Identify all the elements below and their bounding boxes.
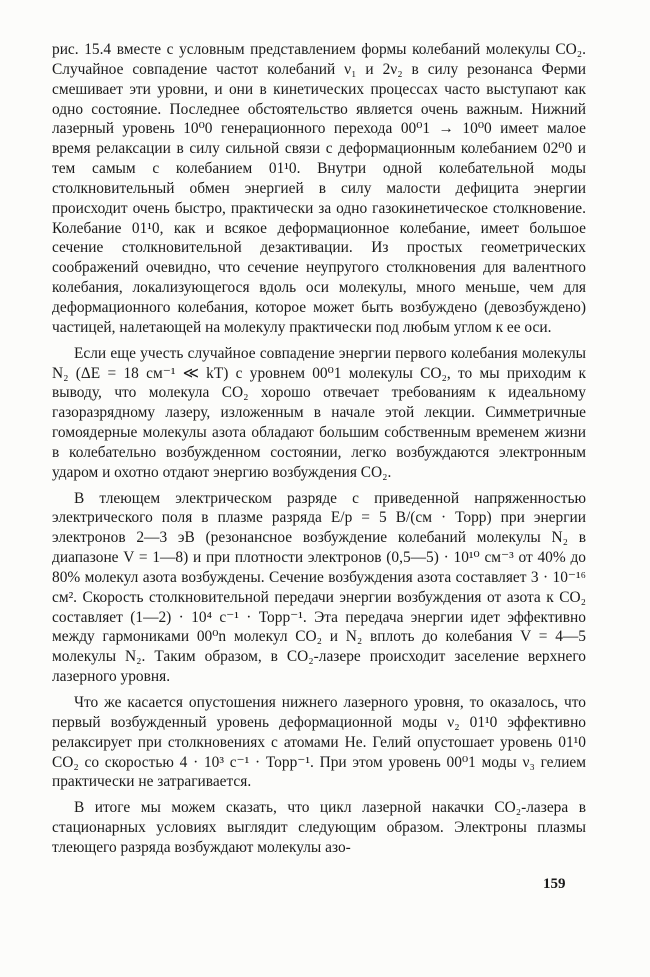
- page-number: 159: [543, 876, 566, 892]
- paragraph-5: В итоге мы можем сказать, что цикл лазерной накачки CO₂-лазера в стационарных условиях выглядит следующим образом. Электроны плазмы тлеющего разряда возбуждают молекулы азо-: [52, 799, 586, 856]
- body-text: [52, 40, 586, 864]
- paragraph-4: Что же касается опустошения нижнего лазерного уровня, то оказалось, что первый возбужденный уровень деформационной моды ν₂ 01¹0 эффективно релаксирует при столкновениях с атомами He. Гелий опустошает уровень 01¹0 CO₂ со скоростью 4 · 10³ с⁻¹ · Торр⁻¹. При этом уровень 00⁰1 моды ν₃ гелием практически не затрагивается.: [52, 694, 586, 791]
- paragraph-3: В тлеющем электрическом разряде с приведенной напряженностью электрического поля в плазме разряда E/p = 5 В/(см · Торр) при энергии электронов 2—3 эВ (резонансное возбуждение колебаний молекулы N₂ в диапазоне V = 1—8) и при плотности электронов (0,5—5) · 10¹⁰ см⁻³ от 40% до 80% молекул азота возбуждены. Сечение возбуждения азота составляет 3 · 10⁻¹⁶ см². Скорость столкновительной передачи энергии возбуждения от азота к CO₂ составляет (1—2) · 10⁴ с⁻¹ · Торр⁻¹. Эта передача энергии идет эффективно между гармониками 00⁰n молекул CO₂ и N₂ вплоть до колебания V = 4—5 молекулы N₂. Таким образом, в CO₂-лазере происходит заселение верхнего лазерного уровня.: [52, 489, 586, 686]
- paragraph-1: рис. 15.4 вместе с условным представлением формы колебаний молекулы CO₂. Случайное совпадение частот колебаний ν₁ и 2ν₂ в силу резонанса Ферми смешивает эти уровни, и они в кинетических процессах часто выступают как одно состояние. Последнее обстоятельство является очень важным. Нижний лазерный уровень 10⁰0 генерационного перехода 00⁰1 → 10⁰0 имеет малое время релаксации в силу сильной связи с деформационным колебанием 02⁰0 и тем самым с колебанием 01¹0. Внутри одной колебательной моды столкновительный обмен энергией в силу малости дефицита энергии происходит очень быстро, практически за одно газокинетическое столкновение. Колебание 01¹0, как и всякое деформационное колебание, имеет большое сечение столкновительной дезактивации. Из простых геометрических соображений очевидно, что сечение неупругого столкновения для валентного колебания, локализующегося вдоль оси молекулы, много меньше, чем для деформационного колебания, которое может быть возбуждено (девозбуждено) частицей, налетающей на молекулу практически под любым углом к ее оси.: [52, 41, 586, 336]
- paragraph-2: Если еще учесть случайное совпадение энергии первого колебания молекулы N₂ (ΔE = 18 см⁻¹ ≪ kT) с уровнем 00⁰1 молекулы CO₂, то мы приходим к выводу, что молекула CO₂ хорошо отвечает требованиям к идеальному газоразрядному лазеру, изложенным в начале этой лекции. Симметричные гомоядерные молекулы азота обладают большим собственным временем жизни в колебательно возбужденном состоянии, легко возбуждаются электронным ударом и охотно отдают энергию возбуждения CO₂.: [52, 344, 586, 481]
